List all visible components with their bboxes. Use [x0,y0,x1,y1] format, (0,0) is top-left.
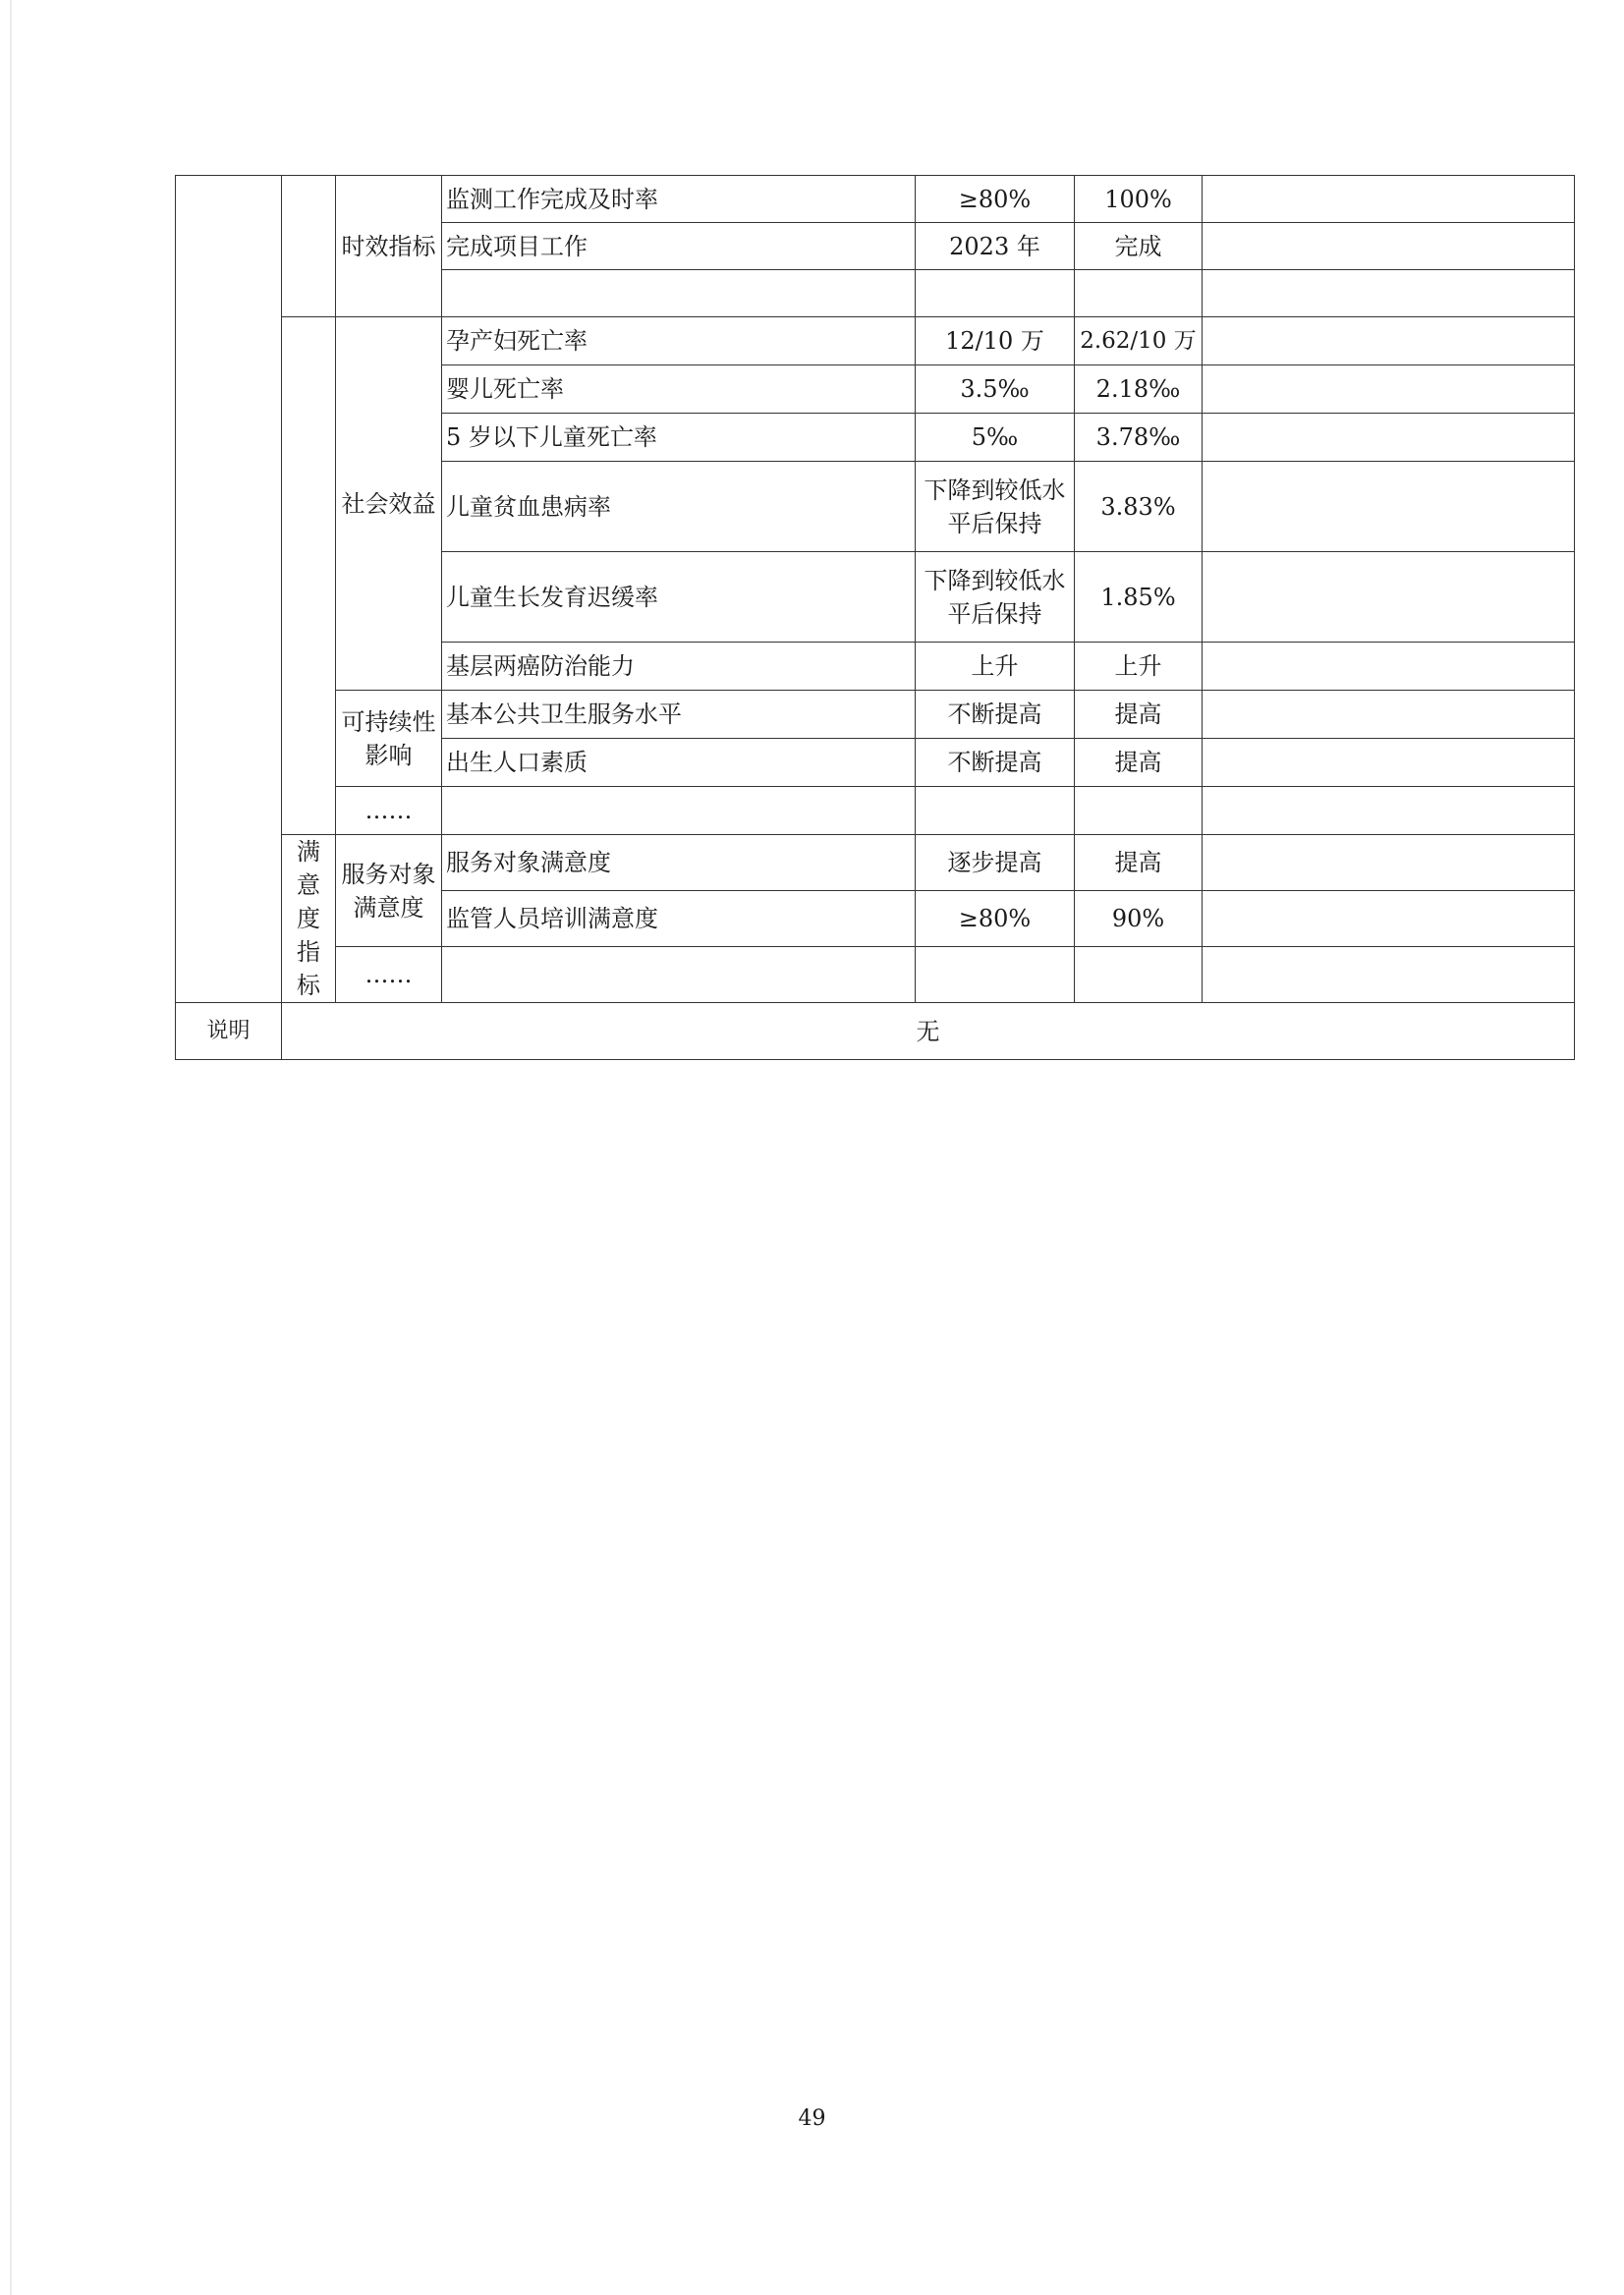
empty-cell [916,787,1075,835]
indicator-actual: 提高 [1075,739,1203,787]
indicator-actual: 90% [1075,891,1203,947]
indicator-name: 基本公共卫生服务水平 [442,691,916,739]
table-row [176,835,1575,891]
table-row [176,176,1575,223]
indicator-target: ≥80% [916,891,1075,947]
indicator-actual: 1.85% [1075,552,1203,643]
empty-cell [1203,947,1575,1003]
indicator-remark [1203,691,1575,739]
indicator-target: 5‰ [916,414,1075,462]
table-row [176,947,1575,1003]
indicator-target: 2023 年 [916,223,1075,270]
indicator-target: 下降到较低水平后保持 [916,462,1075,552]
indicator-remark [1203,365,1575,414]
indicator-name: 5 岁以下儿童死亡率 [442,414,916,462]
indicator-remark [1203,223,1575,270]
ellipsis-cell: …… [336,787,442,835]
category-timeliness: 时效指标 [336,176,442,317]
indicator-target: ≥80% [916,176,1075,223]
indicator-actual: 提高 [1075,835,1203,891]
indicator-actual: 2.18‰ [1075,365,1203,414]
empty-cell [916,947,1075,1003]
indicator-remark [1203,739,1575,787]
indicator-name: 孕产妇死亡率 [442,317,916,365]
page-edge [10,0,12,2295]
indicator-actual: 3.78‰ [1075,414,1203,462]
performance-indicator-table [175,175,1575,1060]
indicator-name: 监管人员培训满意度 [442,891,916,947]
indicator-name: 儿童生长发育迟缓率 [442,552,916,643]
empty-cell [1075,947,1203,1003]
satisfaction-group: 满意度指标 [282,835,336,1003]
indicator-actual: 100% [1075,176,1203,223]
category-satisfaction: 服务对象满意度 [336,835,442,947]
indicator-target: 下降到较低水平后保持 [916,552,1075,643]
indicator-remark [1203,414,1575,462]
indicator-actual: 2.62/10 万 [1075,317,1203,365]
indicator-name: 完成项目工作 [442,223,916,270]
table-row [176,691,1575,739]
page-number: 49 [798,2106,826,2131]
empty-cell [442,787,916,835]
table-row [176,317,1575,365]
empty-cell [916,270,1075,317]
indicator-target: 3.5‰ [916,365,1075,414]
note-row [176,1003,1575,1060]
indicator-remark [1203,176,1575,223]
indicator-remark [1203,835,1575,891]
category-social-benefit: 社会效益 [336,317,442,691]
indicator-name: 监测工作完成及时率 [442,176,916,223]
category-sustainability: 可持续性影响 [336,691,442,787]
ellipsis-cell: …… [336,947,442,1003]
indicator-actual: 提高 [1075,691,1203,739]
indicator-actual: 上升 [1075,643,1203,691]
first-level-cell [176,176,282,1003]
indicator-actual: 完成 [1075,223,1203,270]
indicator-target: 不断提高 [916,691,1075,739]
second-level-cell [282,317,336,835]
empty-cell [442,270,916,317]
indicator-name: 基层两癌防治能力 [442,643,916,691]
indicator-name: 服务对象满意度 [442,835,916,891]
empty-cell [1203,270,1575,317]
indicator-remark [1203,891,1575,947]
indicator-remark [1203,462,1575,552]
note-value: 无 [282,1003,1575,1060]
table-row [176,787,1575,835]
indicator-remark [1203,317,1575,365]
indicator-name: 婴儿死亡率 [442,365,916,414]
note-label: 说明 [176,1003,282,1060]
empty-cell [1075,270,1203,317]
empty-cell [442,947,916,1003]
indicator-remark [1203,552,1575,643]
indicator-target: 逐步提高 [916,835,1075,891]
empty-cell [1203,787,1575,835]
indicator-target: 不断提高 [916,739,1075,787]
empty-cell [1075,787,1203,835]
indicator-actual: 3.83% [1075,462,1203,552]
indicator-name: 出生人口素质 [442,739,916,787]
indicator-name: 儿童贫血患病率 [442,462,916,552]
indicator-target: 上升 [916,643,1075,691]
second-level-cell [282,176,336,317]
indicator-remark [1203,643,1575,691]
indicator-target: 12/10 万 [916,317,1075,365]
